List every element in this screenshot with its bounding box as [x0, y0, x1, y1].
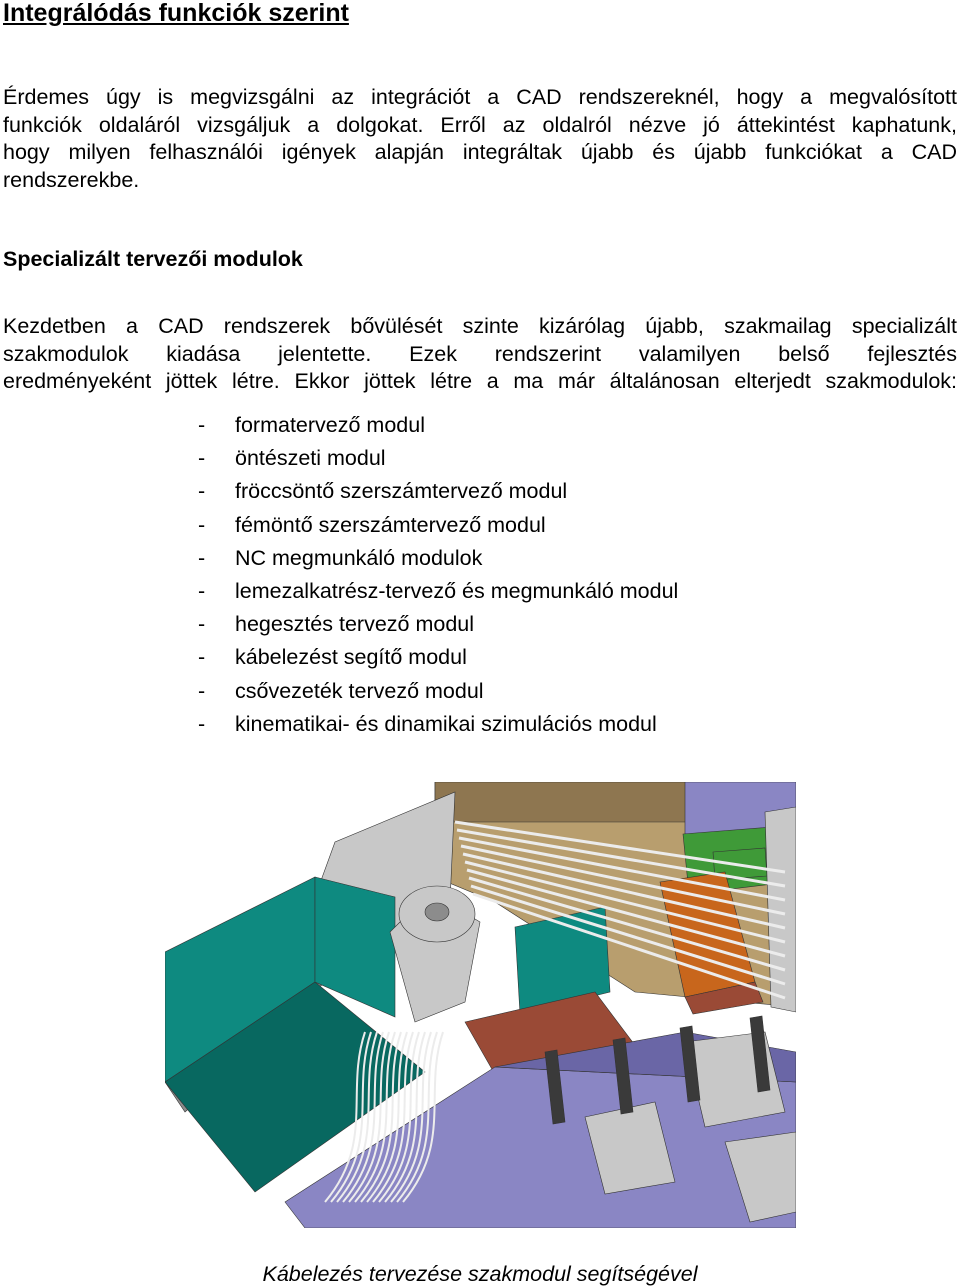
list-item — [198, 641, 678, 674]
list-dash: - — [198, 711, 206, 736]
list-dash: - — [198, 678, 206, 703]
intro-paragraph — [3, 84, 957, 194]
list-item-label: fémöntő szerszámtervező modul — [235, 512, 546, 537]
section-heading: Specializált tervezői modulok — [3, 247, 303, 271]
intro-line: funkciók oldaláról vizsgáljuk a dolgokat. Erről az oldalról nézve jó áttekintést kaphatunk, — [3, 112, 957, 137]
list-item-label: hegesztés tervező modul — [235, 612, 475, 637]
list-item — [198, 475, 678, 508]
list-dash: - — [198, 479, 206, 504]
list-dash: - — [198, 645, 206, 670]
section-line: szakmodulok kiadása jelentette. Ezek rendszerint valamilyen belső fejlesztés — [3, 341, 957, 366]
intro-line: rendszerekbe. — [3, 167, 140, 192]
swivel-hole — [425, 903, 449, 921]
list-dash: - — [198, 446, 206, 471]
list-item — [198, 509, 678, 542]
list-item-label: kábelezést segítő modul — [235, 645, 467, 670]
list-item-label: lemezalkatrész-tervező és megmunkáló modul — [235, 579, 679, 604]
list-item — [198, 608, 678, 641]
list-item-label: NC megmunkáló modulok — [235, 545, 483, 570]
list-item — [198, 708, 678, 741]
list-dash: - — [198, 612, 206, 637]
cad-model-render — [165, 782, 796, 1228]
cad-cable-routing-image — [165, 782, 796, 1228]
section-line: eredményeként jöttek létre. Ekkor jöttek létre a ma már általánosan elterjedt szakmodulok: — [3, 369, 957, 393]
list-item — [198, 442, 678, 475]
module-list — [198, 409, 678, 741]
list-item — [198, 675, 678, 708]
list-dash: - — [198, 413, 206, 437]
list-item-label: csővezeték tervező modul — [235, 678, 484, 703]
intro-line: Érdemes úgy is megvizsgálni az integrációt a CAD rendszereknél, hogy a megvalósított — [3, 85, 957, 109]
section-line: Kezdetben a CAD rendszerek bővülését szinte kizárólag újabb, szakmailag specializált — [3, 314, 957, 338]
list-item — [198, 575, 678, 608]
section-paragraph — [3, 313, 957, 396]
list-item-label: öntészeti modul — [235, 446, 386, 471]
list-dash: - — [198, 512, 206, 537]
list-item — [198, 542, 678, 575]
list-item — [198, 409, 678, 442]
list-dash: - — [198, 579, 206, 604]
list-item-label: formatervező modul — [235, 413, 425, 437]
intro-line: hogy milyen felhasználói igények alapján integráltak újabb és újabb funkciókat a CAD — [3, 140, 957, 164]
list-item-label: kinematikai- és dinamikai szimulációs modul — [235, 711, 657, 736]
back-frame-top — [435, 782, 725, 822]
page-title: Integrálódás funkciók szerint — [3, 0, 349, 27]
list-dash: - — [198, 545, 206, 570]
list-item-label: fröccsöntő szerszámtervező modul — [235, 479, 568, 504]
figure-caption: Kábelezés tervezése szakmodul segítségével — [262, 1262, 698, 1286]
